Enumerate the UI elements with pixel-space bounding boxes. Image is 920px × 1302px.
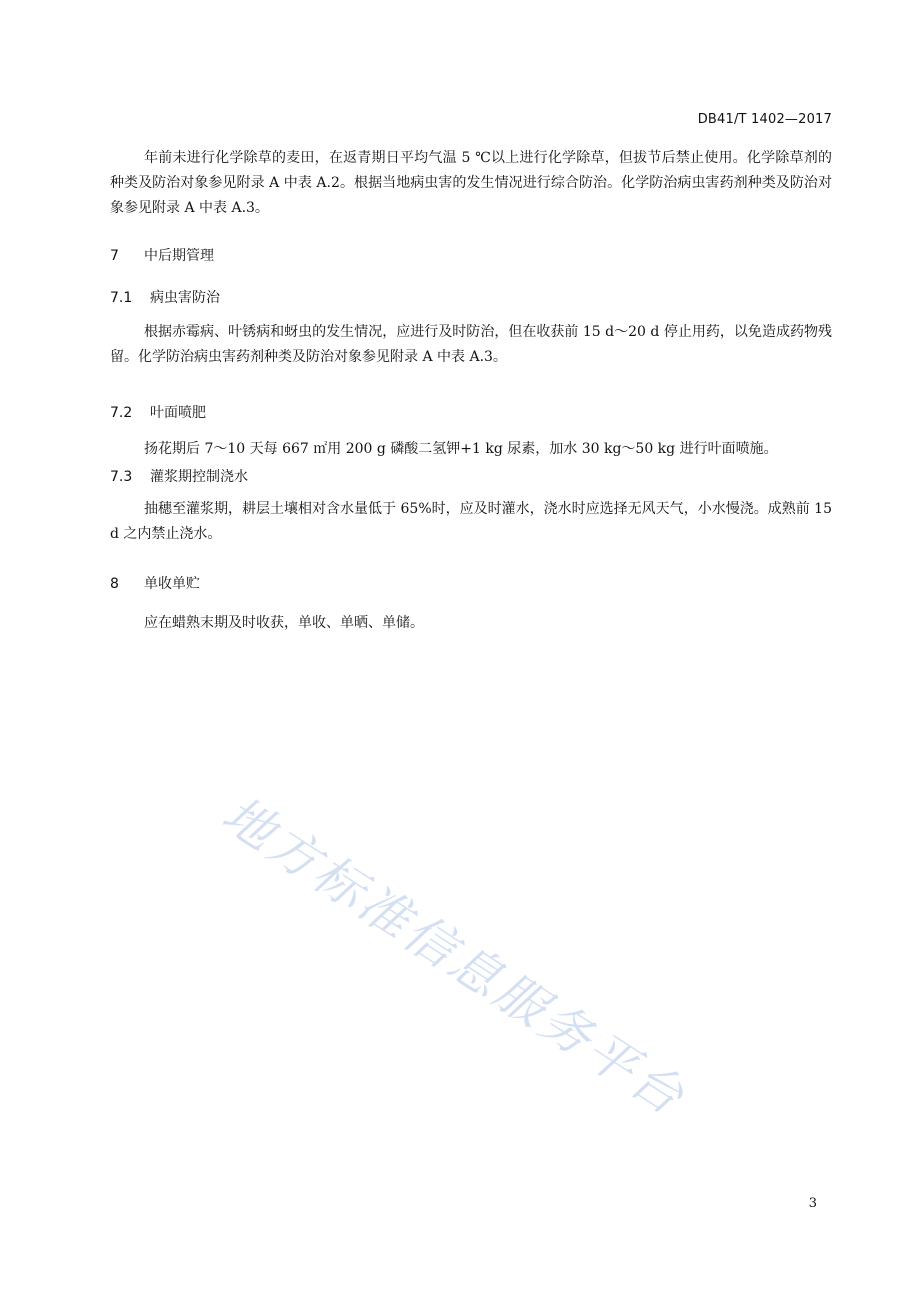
section-7-3-heading (110, 467, 832, 487)
watermark: 地方标准信息服务平台 (212, 785, 697, 1128)
document-body (110, 146, 832, 636)
page-number: 3 (808, 1196, 817, 1211)
section-8-number: 8 (110, 576, 119, 592)
document-code: DB41/T 1402—2017 (697, 112, 832, 127)
section-8-title: 单收单贮 (144, 576, 200, 592)
section-7-title: 中后期管理 (144, 248, 214, 264)
section-7-2-heading (110, 403, 832, 423)
section-7-number: 7 (110, 248, 119, 264)
section-7-3-text: 抽穗至灌浆期，耕层土壤相对含水量低于 65%时，应及时灌水，浇水时应选择无风天气，小水慢浇。成熟前 15 d 之内禁止浇水。 (110, 501, 832, 542)
section-7-2-text: 扬花期后 7～10 天每 667 ㎡用 200 g 磷酸二氢钾+1 kg 尿素，加水 30 kg～50 kg 进行叶面喷施。 (144, 441, 778, 457)
section-7-1-title: 病虫害防治 (150, 290, 220, 306)
section-8-text: 应在蜡熟末期及时收获，单收、单晒、单储。 (144, 615, 424, 631)
section-7-1-number: 7.1 (110, 290, 133, 306)
section-7-3-title: 灌浆期控制浇水 (150, 469, 248, 485)
section-7-heading (110, 246, 832, 266)
section-7-3-number: 7.3 (110, 469, 133, 485)
section-7-1-heading (110, 288, 832, 308)
section-7-2-title: 叶面喷肥 (150, 405, 206, 421)
section-7-2-number: 7.2 (110, 405, 133, 421)
intro-paragraph: 年前未进行化学除草的麦田，在返青期日平均气温 5 ℃以上进行化学除草，但拔节后禁止使用。化学除草剂的种类及防治对象参见附录 A 中表 A.2。根据当地病虫害的发生情况进行综合防治。化学防治病虫害药剂种类及防治对象参见附录 A 中表 A.3。 (110, 150, 832, 216)
section-7-1-text: 根据赤霉病、叶锈病和蚜虫的发生情况，应进行及时防治，但在收获前 15 d～20 d 停止用药，以免造成药物残留。化学防治病虫害药剂种类及防治对象参见附录 A 中表 A.3。 (110, 324, 832, 365)
section-8-heading (110, 574, 832, 594)
